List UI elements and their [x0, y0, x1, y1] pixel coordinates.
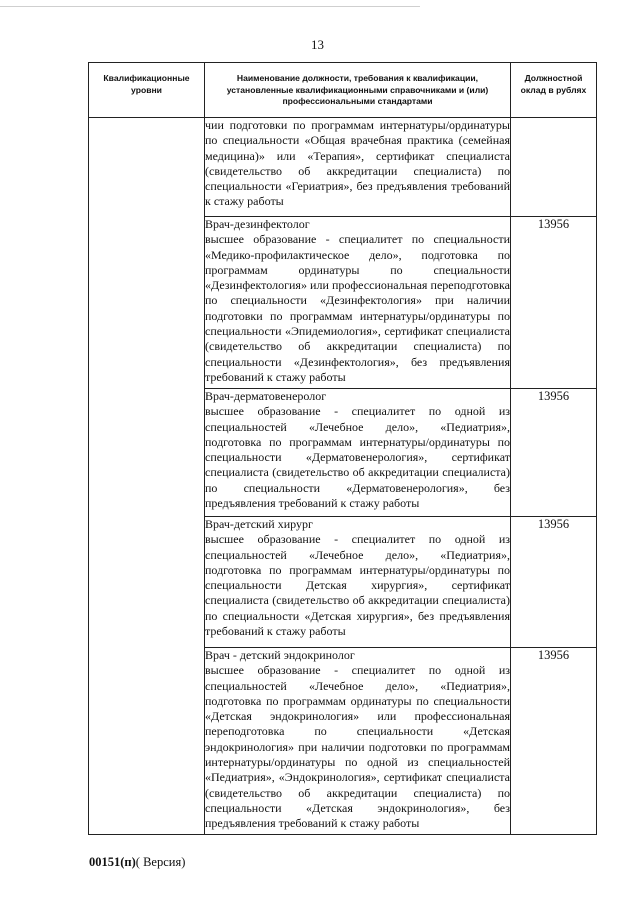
position-cell	[205, 648, 511, 835]
qualification-table	[88, 62, 597, 835]
position-text: высшее образование - специалитет по одной из специальностей «Лечебное дело», «Педиатрия», подготовка по программам интернатуры/ординатуры по специальности «Дерматовенерология», сертификат специалиста (свидетельство об аккредитации специалиста) по специальности «Дерматовенерология», без предъявления требований к стажу работы	[205, 404, 510, 511]
header-salary: Должностной оклад в рублях	[511, 63, 597, 118]
position-text: чии подготовки по программам интернатуры/ординатуры по специальности «Общая врачебная практика (семейная медицина)» или «Терапия», сертификат специалиста (свидетельство об аккредитации специалиста) по специальности «Гериатрия», без предъявления требований к стажу работы	[205, 118, 510, 209]
table-row	[89, 118, 597, 217]
position-cell	[205, 389, 511, 517]
position-text: высшее образование - специалитет по одной из специальностей «Лечебное дело», «Педиатрия», подготовка по программам ординатуры по специальности «Детская эндокринология» или профессиональная переподготовка по специальности «Детская эндокринология» при наличии подготовки по программам интернатуры/ординатуры по одной из специальностей «Педиатрия», «Эндокринология», сертификат специалиста (свидетельство об аккредитации специалиста) по специальности «Детская эндокринология», без предъявления требований к стажу работы	[205, 663, 510, 831]
header-qualification-levels: Квалификационные уровни	[89, 63, 205, 118]
qualification-level-cell	[89, 118, 205, 835]
position-title: Врач-дезинфектолог	[205, 217, 310, 231]
position-cell	[205, 217, 511, 389]
position-title: Врач-дерматовенеролог	[205, 389, 327, 403]
salary-cell: 13956	[511, 517, 597, 648]
table-header-row	[89, 63, 597, 118]
salary-cell: 13956	[511, 389, 597, 517]
position-cell	[205, 118, 511, 217]
document-code	[89, 855, 185, 870]
salary-cell: 13956	[511, 217, 597, 389]
header-position-requirements: Наименование должности, требования к квалификации, установленные квалификационными справочниками и (или) профессиональными стандартами	[205, 63, 511, 118]
position-text: высшее образование - специалитет по одной из специальностей «Лечебное дело», «Педиатрия», подготовка по программам интернатуры/ординатуры по специальности Детская хирургия», сертификат специалиста (свидетельство об аккредитации специалиста) по специальности «Детская хирургия», без предъявления требований к стажу работы	[205, 532, 510, 639]
position-title: Врач - детский эндокринолог	[205, 648, 355, 662]
page-number: 13	[311, 37, 324, 52]
document-code-number: 00151(п)	[89, 855, 136, 869]
salary-cell	[511, 118, 597, 217]
position-cell	[205, 517, 511, 648]
position-text: высшее образование - специалитет по специальности «Медико-профилактическое дело», подготовка по программам ординатуры по специальности «Дезинфектология» или профессиональная переподготовка по специальности «Дезинфектология» при наличии подготовки по программам интернатуры/ординатуры по специальности «Эпидемиология», сертификат специалиста (свидетельство об аккредитации специалиста) по специальности «Дезинфектология», без предъявления требований к стажу работы	[205, 232, 510, 384]
salary-cell: 13956	[511, 648, 597, 835]
document-version: ( Версия)	[135, 855, 186, 869]
position-title: Врач-детский хирург	[205, 517, 313, 531]
top-scan-line	[0, 6, 420, 7]
